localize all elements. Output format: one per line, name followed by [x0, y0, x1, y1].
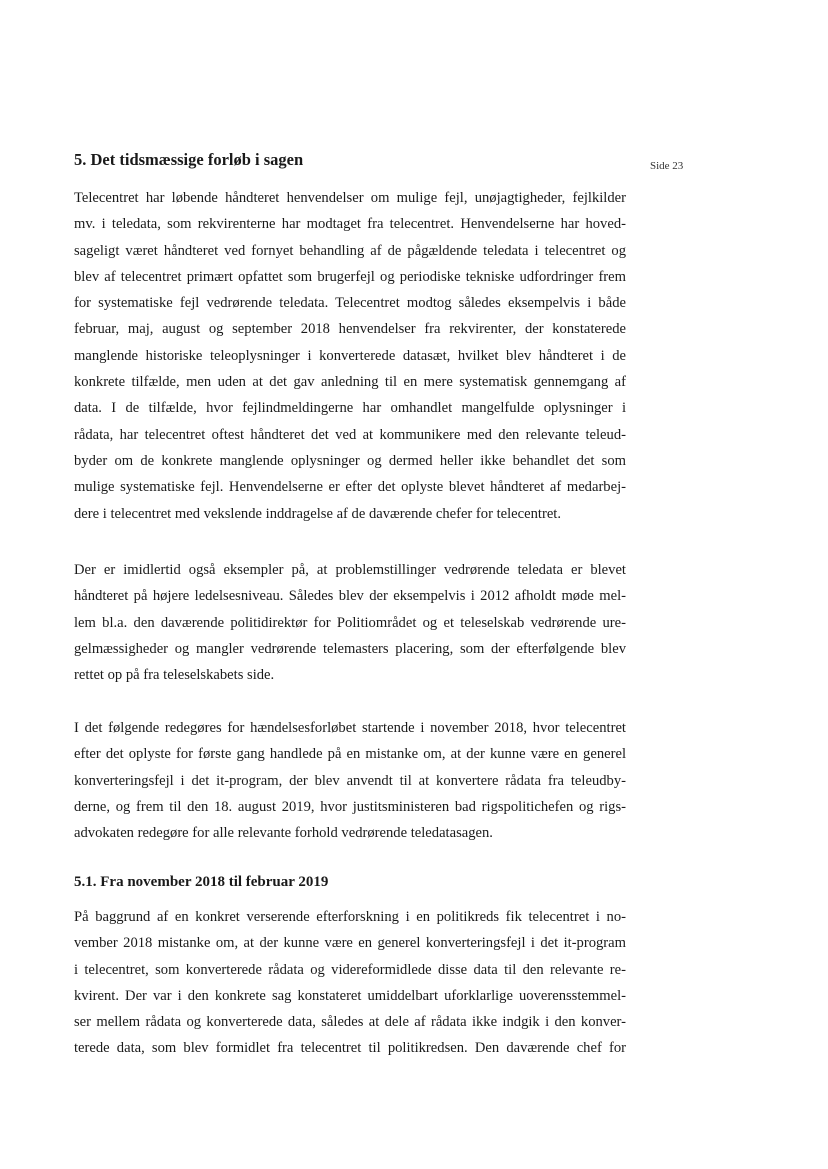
text-line: byder om de konkrete manglende oplysninger og dermed heller ikke behandlet det som	[74, 452, 626, 469]
text-line: I det følgende redegøres for hændelsesforløbet startende i november 2018, hvor telecentret	[74, 720, 626, 736]
text-line: manglende historiske teleoplysninger i konverterede datasæt, hvilket blev håndteret i de	[74, 347, 626, 364]
text-line: kvirent. Der var i den konkrete sag konstateret umiddelbart uforklarlige uoverensstemmel-	[74, 987, 626, 1004]
text-line: dere i telecentret med vekslende inddragelse af de daværende chefer for telecentret.	[74, 505, 562, 522]
text-line: mv. i teledata, som rekvirenterne har modtaget fra telecentret. Henvendelserne har hoved-	[74, 216, 626, 233]
text-line: rådata, har telecentret oftest håndteret det ved at kommunikere med den relevante teleud-	[74, 426, 626, 443]
text-line: data. I de tilfælde, hvor fejlindmeldingerne har omhandlet mangelfulde oplysninger i	[74, 400, 626, 417]
section-heading: 5. Det tidsmæssige forløb i sagen	[74, 150, 304, 169]
text-line: Der er imidlertid også eksempler på, at problemstillinger vedrørende teledata er blevet	[74, 562, 626, 578]
text-line: konverteringsfejl i det it-program, der blev anvendt til at konvertere rådata fra teleudby-	[74, 772, 626, 789]
text-line: efter det oplyste for første gang handlede på en mistanke om, at der kunne være en generel	[74, 746, 626, 763]
text-line: gelmæssigheder og mangler vedrørende telemasters placering, som der efterfølgende blev	[74, 640, 626, 657]
text-line: Telecentret har løbende håndteret henvendelser om mulige fejl, unøjagtigheder, fejlkilder	[74, 190, 626, 206]
text-line: derne, og frem til den 18. august 2019, hvor justitsministeren bad rigspolitichefen og rigs-	[74, 798, 626, 815]
text-line: ser mellem rådata og konverterede data, således at dele af rådata ikke indgik i den konver-	[74, 1014, 626, 1031]
text-line: håndteret på højere ledelsesniveau. Således blev der eksempelvis i 2012 afholdt møde mel-	[74, 588, 626, 605]
text-line: advokaten redegøre for alle relevante forhold vedrørende teledatasagen.	[74, 825, 493, 842]
text-line: for systematiske fejl vedrørende teledata. Telecentret modtog således eksempelvis i både	[74, 295, 626, 312]
text-line: sageligt været håndteret ved fornyet behandling af de pågældende teledata i telecentret og	[74, 242, 626, 259]
text-line: konkrete tilfælde, men uden at det gav anledning til en mere systematisk gennemgang af	[74, 374, 626, 391]
text-line: lem bl.a. den daværende politidirektør for Politiområdet og et teleselskab vedrørende ure-	[74, 614, 626, 631]
text-line: blev af telecentret primært opfattet som brugerfejl og periodiske tekniske udfordringer frem	[74, 268, 626, 285]
text-line: i telecentret, som konverterede rådata og videreformidlede disse data til den relevante re-	[74, 961, 626, 978]
paragraph	[74, 185, 626, 527]
page-number: Side 23	[650, 160, 684, 172]
text-line: februar, maj, august og september 2018 henvendelser fra rekvirenter, der konstaterede	[74, 321, 626, 338]
paragraph	[74, 557, 626, 688]
text-line: mulige systematiske fejl. Henvendelserne er efter det oplyste blevet håndteret af medarbej-	[74, 479, 626, 496]
text-line: rettet op på fra teleselskabets side.	[74, 667, 275, 684]
paragraph	[74, 715, 626, 846]
text-line: vember 2018 mistanke om, at der kunne være en generel konverteringsfejl i det it-program	[74, 935, 626, 952]
text-line: På baggrund af en konkret verserende efterforskning i en politikreds fik telecentret i no-	[74, 909, 626, 925]
text-line: terede data, som blev formidlet fra telecentret til politikredsen. Den daværende chef for	[74, 1040, 626, 1057]
subsection-heading: 5.1. Fra november 2018 til februar 2019	[74, 874, 329, 890]
paragraph	[74, 904, 626, 1062]
